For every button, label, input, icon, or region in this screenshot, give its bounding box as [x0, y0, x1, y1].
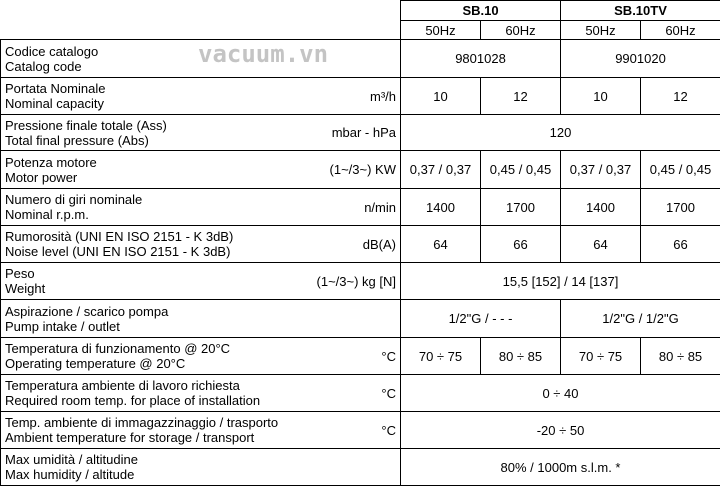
row-unit [301, 449, 401, 486]
cell-value: 0 ÷ 40 [401, 375, 720, 412]
freq-label: 50Hz [561, 21, 641, 40]
cell-value: 1400 [561, 189, 641, 226]
cell-value: 12 [641, 78, 720, 115]
row-unit: dB(A) [301, 226, 401, 263]
table-row [1, 263, 720, 300]
cell-value: -20 ÷ 50 [401, 412, 720, 449]
row-label: Temperatura di funzionamento @ 20°C Operating temperature @ 20°C [1, 338, 301, 375]
freq-label: 50Hz [401, 21, 481, 40]
cell-value: 80 ÷ 85 [641, 338, 720, 375]
cell-value: 0,45 / 0,45 [481, 151, 561, 189]
row-label: Max umidità / altitudine Max humidity / altitude [1, 449, 301, 486]
cell-value: 1700 [641, 189, 720, 226]
row-label: Peso Weight [1, 263, 301, 300]
cell-value: 80% / 1000m s.l.m. * [401, 449, 720, 486]
row-label: Portata Nominale Nominal capacity [1, 78, 301, 115]
table-row [1, 338, 720, 375]
cell-value: 9801028 [401, 40, 561, 78]
cell-value: 80 ÷ 85 [481, 338, 561, 375]
row-label: Pressione finale totale (Ass) Total final pressure (Abs) [1, 115, 301, 151]
cell-value: 64 [401, 226, 481, 263]
cell-value: 0,37 / 0,37 [401, 151, 481, 189]
cell-value: 1700 [481, 189, 561, 226]
table-row [1, 449, 720, 486]
row-unit: °C [301, 338, 401, 375]
table-row [1, 375, 720, 412]
table-row [1, 300, 720, 338]
row-label: Aspirazione / scarico pompa Pump intake / outlet [1, 300, 301, 338]
cell-value: 10 [401, 78, 481, 115]
row-unit: mbar - hPa [301, 115, 401, 151]
row-unit [301, 300, 401, 338]
model-name: SB.10 [401, 1, 561, 21]
table-row [1, 226, 720, 263]
cell-value: 70 ÷ 75 [401, 338, 481, 375]
row-label: Temp. ambiente di immagazzinaggio / trasporto Ambient temperature for storage / transport [1, 412, 301, 449]
cell-value: 66 [641, 226, 720, 263]
table-row [1, 78, 720, 115]
watermark-text: vacuum.vn [198, 40, 328, 68]
cell-value: 15,5 [152] / 14 [137] [401, 263, 720, 300]
row-label: Rumorosità (UNI EN ISO 2151 - K 3dB) Noise level (UNI EN ISO 2151 - K 3dB) [1, 226, 301, 263]
table-row [1, 189, 720, 226]
cell-value: 1/2"G / 1/2"G [561, 300, 720, 338]
model-header-row [1, 1, 720, 21]
row-unit: °C [301, 412, 401, 449]
cell-value: 1/2"G / - - - [401, 300, 561, 338]
row-unit: (1~/3~) KW [301, 151, 401, 189]
row-label: Numero di giri nominale Nominal r.p.m. [1, 189, 301, 226]
row-unit [301, 40, 401, 78]
cell-value: 70 ÷ 75 [561, 338, 641, 375]
row-unit: m³/h [301, 78, 401, 115]
table-row [1, 40, 720, 78]
row-unit: n/min [301, 189, 401, 226]
table-row [1, 412, 720, 449]
row-label: Temperatura ambiente di lavoro richiesta Required room temp. for place of installation [1, 375, 301, 412]
row-label: Codice catalogo Catalog code [1, 40, 301, 78]
cell-value: 1400 [401, 189, 481, 226]
table-row [1, 115, 720, 151]
freq-label: 60Hz [641, 21, 720, 40]
cell-value: 0,45 / 0,45 [641, 151, 720, 189]
freq-label: 60Hz [481, 21, 561, 40]
cell-value: 10 [561, 78, 641, 115]
cell-value: 0,37 / 0,37 [561, 151, 641, 189]
cell-value: 120 [401, 115, 720, 151]
row-unit: (1~/3~) kg [N] [301, 263, 401, 300]
cell-value: 66 [481, 226, 561, 263]
cell-value: 64 [561, 226, 641, 263]
row-unit: °C [301, 375, 401, 412]
cell-value: 9901020 [561, 40, 720, 78]
table-row [1, 151, 720, 189]
model-name: SB.10TV [561, 1, 720, 21]
cell-value: 12 [481, 78, 561, 115]
row-label: Potenza motore Motor power [1, 151, 301, 189]
